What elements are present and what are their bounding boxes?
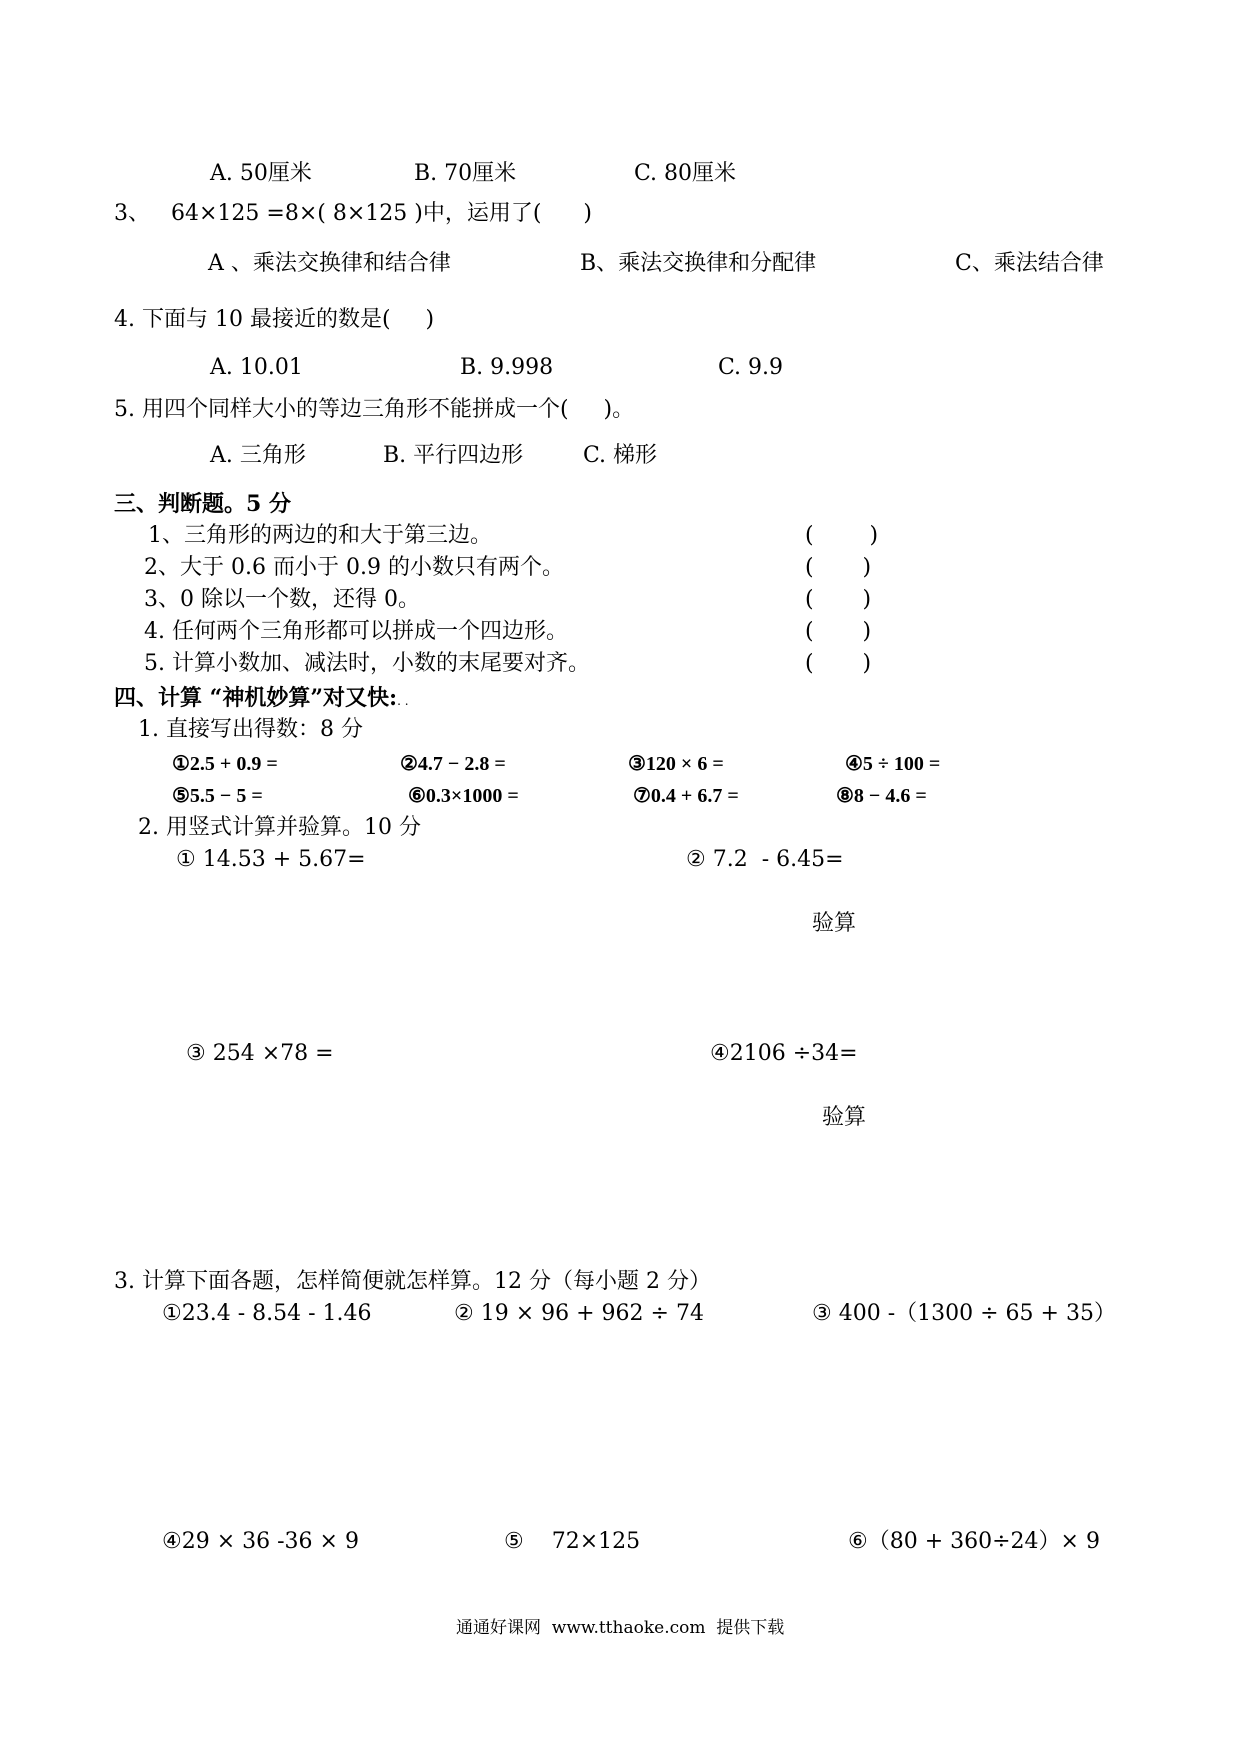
- mental-calc-2: ②4.7 − 2.8 =: [400, 753, 506, 775]
- part1-title: 1. 直接写出得数：8 分: [138, 717, 363, 742]
- vertical-calc-3: ③ 254 ×78 =: [186, 1041, 334, 1066]
- q5-stem: 5. 用四个同样大小的等边三角形不能拼成一个( )。: [114, 397, 635, 422]
- vertical-calc-2: ② 7.2 - 6.45=: [686, 847, 844, 872]
- vertical-calc-4: ④2106 ÷34=: [710, 1041, 858, 1066]
- q5-option-b: B. 平行四边形: [383, 443, 524, 468]
- mental-calc-8: ⑧8 − 4.6 =: [836, 785, 927, 807]
- section4-title: [114, 684, 409, 715]
- section4-title-trail: . .: [397, 694, 409, 708]
- mental-calc-5: ⑤5.5 − 5 =: [172, 785, 263, 807]
- judge-answer-3[interactable]: ( ): [805, 587, 872, 612]
- simplify-calc-3: ③ 400 -（1300 ÷ 65 + 35）: [812, 1301, 1116, 1326]
- q5-option-a: A. 三角形: [210, 443, 306, 468]
- judge-answer-2[interactable]: ( ): [805, 555, 872, 580]
- judge-item-1: 1、三角形的两边的和大于第三边。: [148, 523, 492, 548]
- part2-title: 2. 用竖式计算并验算。10 分: [138, 815, 421, 840]
- mental-calc-4: ④5 ÷ 100 =: [845, 753, 941, 775]
- q2-option-c: C. 80厘米: [634, 161, 737, 186]
- q3-option-c: C、乘法结合律: [955, 251, 1104, 276]
- q4-option-c: C. 9.9: [718, 355, 784, 380]
- simplify-calc-1: ①23.4 - 8.54 - 1.46: [162, 1301, 372, 1326]
- judge-item-5: 5. 计算小数加、减法时，小数的末尾要对齐。: [144, 651, 590, 676]
- judge-item-4: 4. 任何两个三角形都可以拼成一个四边形。: [144, 619, 568, 644]
- q4-stem: 4. 下面与 10 最接近的数是( ): [114, 307, 435, 332]
- simplify-calc-2: ② 19 × 96 + 962 ÷ 74: [454, 1301, 704, 1326]
- section3-title: 三、判断题。5 分: [114, 491, 291, 517]
- q3-stem: 3、 64×125 =8×( 8×125 )中，运用了( ): [114, 201, 592, 226]
- judge-answer-1[interactable]: ( ): [805, 523, 879, 548]
- simplify-calc-6: ⑥（80 + 360÷24）× 9: [848, 1529, 1100, 1554]
- q2-option-a: A. 50厘米: [210, 161, 312, 186]
- section4-title-text: 四、计算 “神机妙算”对又快:: [114, 685, 398, 711]
- judge-item-3: 3、0 除以一个数，还得 0。: [144, 587, 420, 612]
- simplify-calc-5: ⑤ 72×125: [504, 1529, 641, 1554]
- mental-calc-7: ⑦0.4 + 6.7 =: [633, 785, 739, 807]
- simplify-calc-4: ④29 × 36 -36 × 9: [162, 1529, 359, 1554]
- part3-title: 3. 计算下面各题，怎样简便就怎样算。12 分（每小题 2 分）: [114, 1269, 711, 1294]
- vertical-calc-1: ① 14.53 + 5.67=: [176, 847, 366, 872]
- q2-option-b: B. 70厘米: [414, 161, 517, 186]
- judge-answer-5[interactable]: ( ): [805, 651, 872, 676]
- check-label-2: 验算: [822, 1105, 867, 1130]
- q4-option-a: A. 10.01: [210, 355, 303, 380]
- q4-option-b: B. 9.998: [460, 355, 554, 380]
- mental-calc-1: ①2.5 + 0.9 =: [172, 753, 278, 775]
- check-label-1: 验算: [812, 911, 857, 936]
- q5-option-c: C. 梯形: [583, 443, 658, 468]
- judge-item-2: 2、大于 0.6 而小于 0.9 的小数只有两个。: [144, 555, 564, 580]
- page-footer: 通通好课网 www.tthaoke.com 提供下载: [456, 1618, 785, 1638]
- q3-option-a: A 、乘法交换律和结合律: [208, 251, 451, 276]
- q3-option-b: B、乘法交换律和分配律: [580, 251, 817, 276]
- mental-calc-6: ⑥0.3×1000 =: [408, 785, 519, 807]
- judge-answer-4[interactable]: ( ): [805, 619, 872, 644]
- mental-calc-3: ③120 × 6 =: [628, 753, 724, 775]
